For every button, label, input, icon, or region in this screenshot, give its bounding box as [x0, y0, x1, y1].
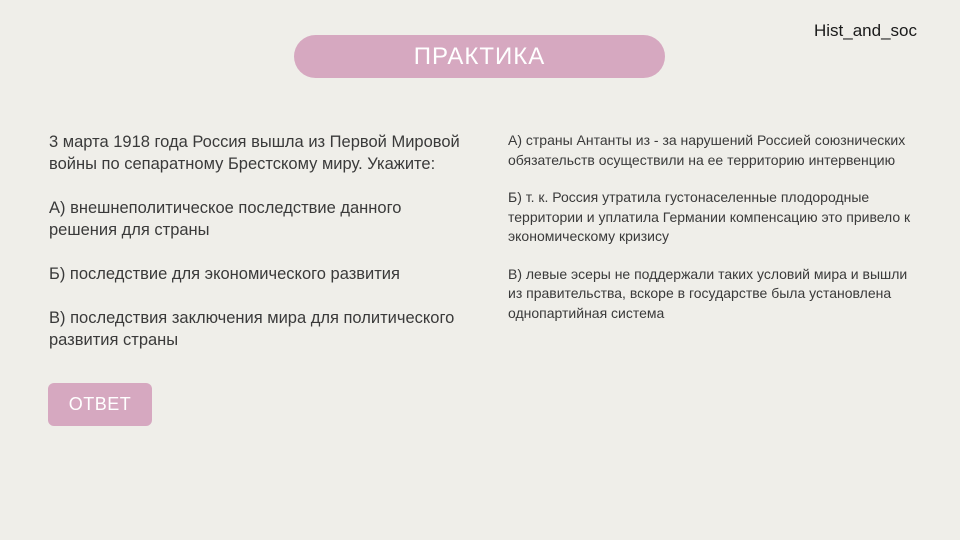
question-block — [49, 131, 469, 351]
answer-item-c: В) левые эсеры не поддержали таких условий мира и вышли из правительства, вскоре в государстве была установлена однопартийная система — [508, 265, 908, 321]
slide-title — [294, 35, 665, 78]
question-item-a: А) внешнеполитическое последствие данного решения для страны — [49, 199, 402, 239]
question-intro: 3 марта 1918 года Россия вышла из Первой Мировой войны по сепаратному Брестскому миру. Укажите: — [49, 133, 460, 173]
answer-item-a: А) страны Антанты из - за нарушений Россией союзнических обязательств осуществили на ее территорию интервенцию — [508, 132, 906, 168]
answer-button[interactable]: ОТВЕТ — [48, 383, 152, 426]
slide-title-text: ПРАКТИКА — [413, 42, 546, 70]
brand-label: Hist_and_soc — [813, 21, 917, 40]
answers-block — [508, 131, 918, 341]
question-item-c: В) последствия заключения мира для политического развития страны — [49, 309, 455, 349]
answer-item-b: Б) т. к. Россия утратила густонаселенные плодородные территории и уплатила Германии компенсацию это привело к экономическому кризису — [508, 189, 911, 244]
question-item-b: Б) последствие для экономического развития — [49, 265, 400, 283]
